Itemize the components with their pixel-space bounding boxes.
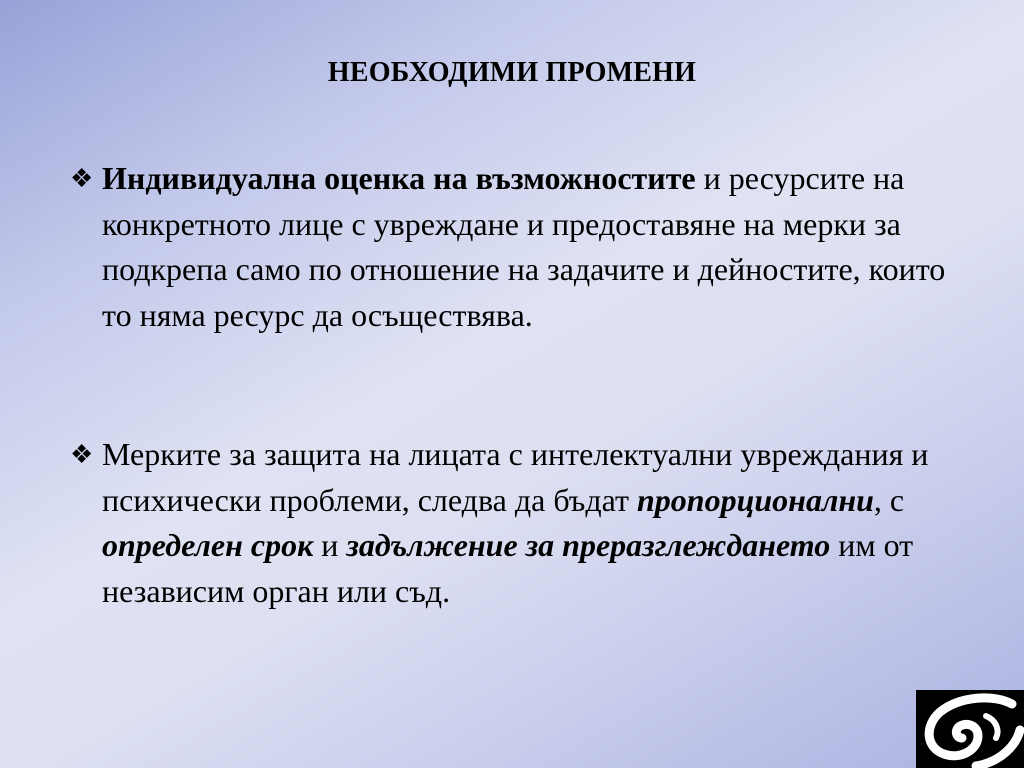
bullet-text-segment: определен срок <box>102 527 314 563</box>
swirl-logo-graphic <box>916 690 1024 768</box>
diamond-cluster-bullet-icon: ❖ <box>70 440 94 469</box>
bullet-text-segment: и ресурсите на конкретното лице с увреждане и предоставяне на мерки за подкрепа само по отношение на задачите и дейностите, които то няма ресурс да осъществява. <box>102 160 946 333</box>
bullet-text-segment: пропорционални <box>636 481 874 518</box>
bullet-text-segment: , с <box>873 481 905 518</box>
bullet-item <box>70 432 970 614</box>
bullet-text-segment: и <box>313 527 347 563</box>
swirl-logo-icon <box>916 690 1024 768</box>
bullet-item <box>70 156 970 338</box>
bullet-text-segment: Мерките за защита на лицата с интелектуални увреждания и психически проблеми, следва да бъдат <box>102 436 929 518</box>
bullet-text <box>102 432 970 614</box>
slide-title: НЕОБХОДИМИ ПРОМЕНИ <box>327 57 697 88</box>
bullet-text <box>102 156 970 338</box>
bullet-text-segment: задължение за преразглеждането <box>346 527 831 563</box>
diamond-cluster-bullet-icon: ❖ <box>70 164 94 193</box>
bullet-text-segment: Индивидуална оценка на възможностите <box>102 160 696 196</box>
bullet-text-segment: им от независим орган или съд. <box>102 527 914 609</box>
